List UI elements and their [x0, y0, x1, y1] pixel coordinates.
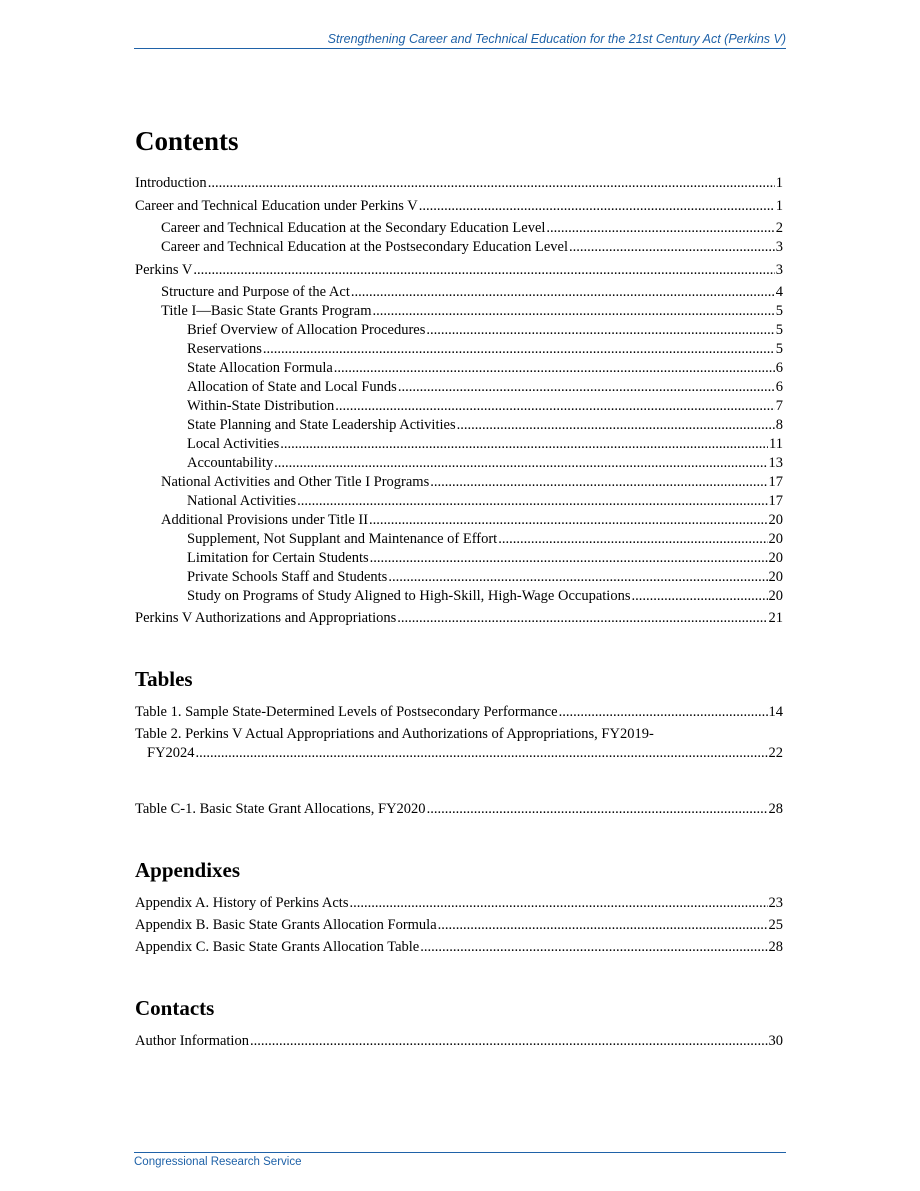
toc-entry-appendix-a[interactable]: Appendix A. History of Perkins Acts ..... 23: [135, 894, 783, 912]
toc-entry-study-programs[interactable]: Study on Programs of Study Aligned to High-Skill, High-Wage Occupations ..... 20: [187, 587, 783, 605]
toc-entry-within-state[interactable]: Within-State Distribution ..... 7: [187, 397, 783, 415]
toc-entry-state-planning[interactable]: State Planning and State Leadership Activities ..... 8: [187, 416, 783, 434]
toc-entry-title-i[interactable]: Title I—Basic State Grants Program ..... 5: [161, 302, 783, 320]
toc-entry-cte-under-perkins-v[interactable]: Career and Technical Education under Perkins V ..... 1: [135, 197, 783, 215]
toc-entry-table-2[interactable]: FY2024 ..... 22: [147, 744, 783, 762]
toc-entry-title-ii-provisions[interactable]: Additional Provisions under Title II ..... 20: [161, 511, 783, 529]
toc-entry-national-activities[interactable]: National Activities ..... 17: [187, 492, 783, 510]
tables-heading: Tables: [135, 667, 193, 691]
toc-entry-table-1[interactable]: Table 1. Sample State-Determined Levels of Postsecondary Performance ..... 14: [135, 703, 783, 721]
toc-entry-limitation-students[interactable]: Limitation for Certain Students ..... 20: [187, 549, 783, 567]
toc-entry-state-local-funds[interactable]: Allocation of State and Local Funds ..... 6: [187, 378, 783, 396]
toc-entry-cte-secondary[interactable]: Career and Technical Education at the Secondary Education Level ..... 2: [161, 219, 783, 237]
toc-entry-state-allocation-formula[interactable]: State Allocation Formula ..... 6: [187, 359, 783, 377]
toc-entry-local-activities[interactable]: Local Activities ..... 11: [187, 435, 783, 453]
toc-entry-supplement-not-supplant[interactable]: Supplement, Not Supplant and Maintenance of Effort ..... 20: [187, 530, 783, 548]
toc-entry-private-schools[interactable]: Private Schools Staff and Students ..... 20: [187, 568, 783, 586]
toc-entry-table-c1[interactable]: Table C-1. Basic State Grant Allocations, FY2020 ..... 28: [135, 800, 783, 818]
toc-entry-structure-purpose[interactable]: Structure and Purpose of the Act ..... 4: [161, 283, 783, 301]
toc-entry-accountability[interactable]: Accountability ..... 13: [187, 454, 783, 472]
toc-entry-author-information[interactable]: Author Information ..... 30: [135, 1032, 783, 1050]
page-footer: Congressional Research Service: [134, 1152, 786, 1168]
appendixes-heading: Appendixes: [135, 858, 241, 882]
toc-entry-appendix-b[interactable]: Appendix B. Basic State Grants Allocation Formula ..... 25: [135, 916, 783, 934]
toc-entry-table-2-line1[interactable]: Table 2. Perkins V Actual Appropriations and Authorizations of Appropriations, FY2019-: [135, 726, 654, 742]
contacts-heading: Contacts: [135, 996, 215, 1020]
toc-entry-authorizations-appropriations[interactable]: Perkins V Authorizations and Appropriations ..... 21: [135, 609, 783, 627]
toc-entry-reservations[interactable]: Reservations ..... 5: [187, 340, 783, 358]
contents-heading: Contents: [135, 126, 239, 156]
toc-entry-introduction[interactable]: Introduction ..... 1: [135, 174, 783, 192]
toc-entry-cte-postsecondary[interactable]: Career and Technical Education at the Postsecondary Education Level ..... 3: [161, 238, 783, 256]
toc-entry-national-activities-other[interactable]: National Activities and Other Title I Programs ..... 17: [161, 473, 783, 491]
toc-entry-perkins-v[interactable]: Perkins V ..... 3: [135, 261, 783, 279]
toc-entry-appendix-c[interactable]: Appendix C. Basic State Grants Allocation Table ..... 28: [135, 938, 783, 956]
toc-entry-allocation-overview[interactable]: Brief Overview of Allocation Procedures ..... 5: [187, 321, 783, 339]
running-header: Strengthening Career and Technical Education for the 21st Century Act (Perkins V): [134, 32, 786, 49]
